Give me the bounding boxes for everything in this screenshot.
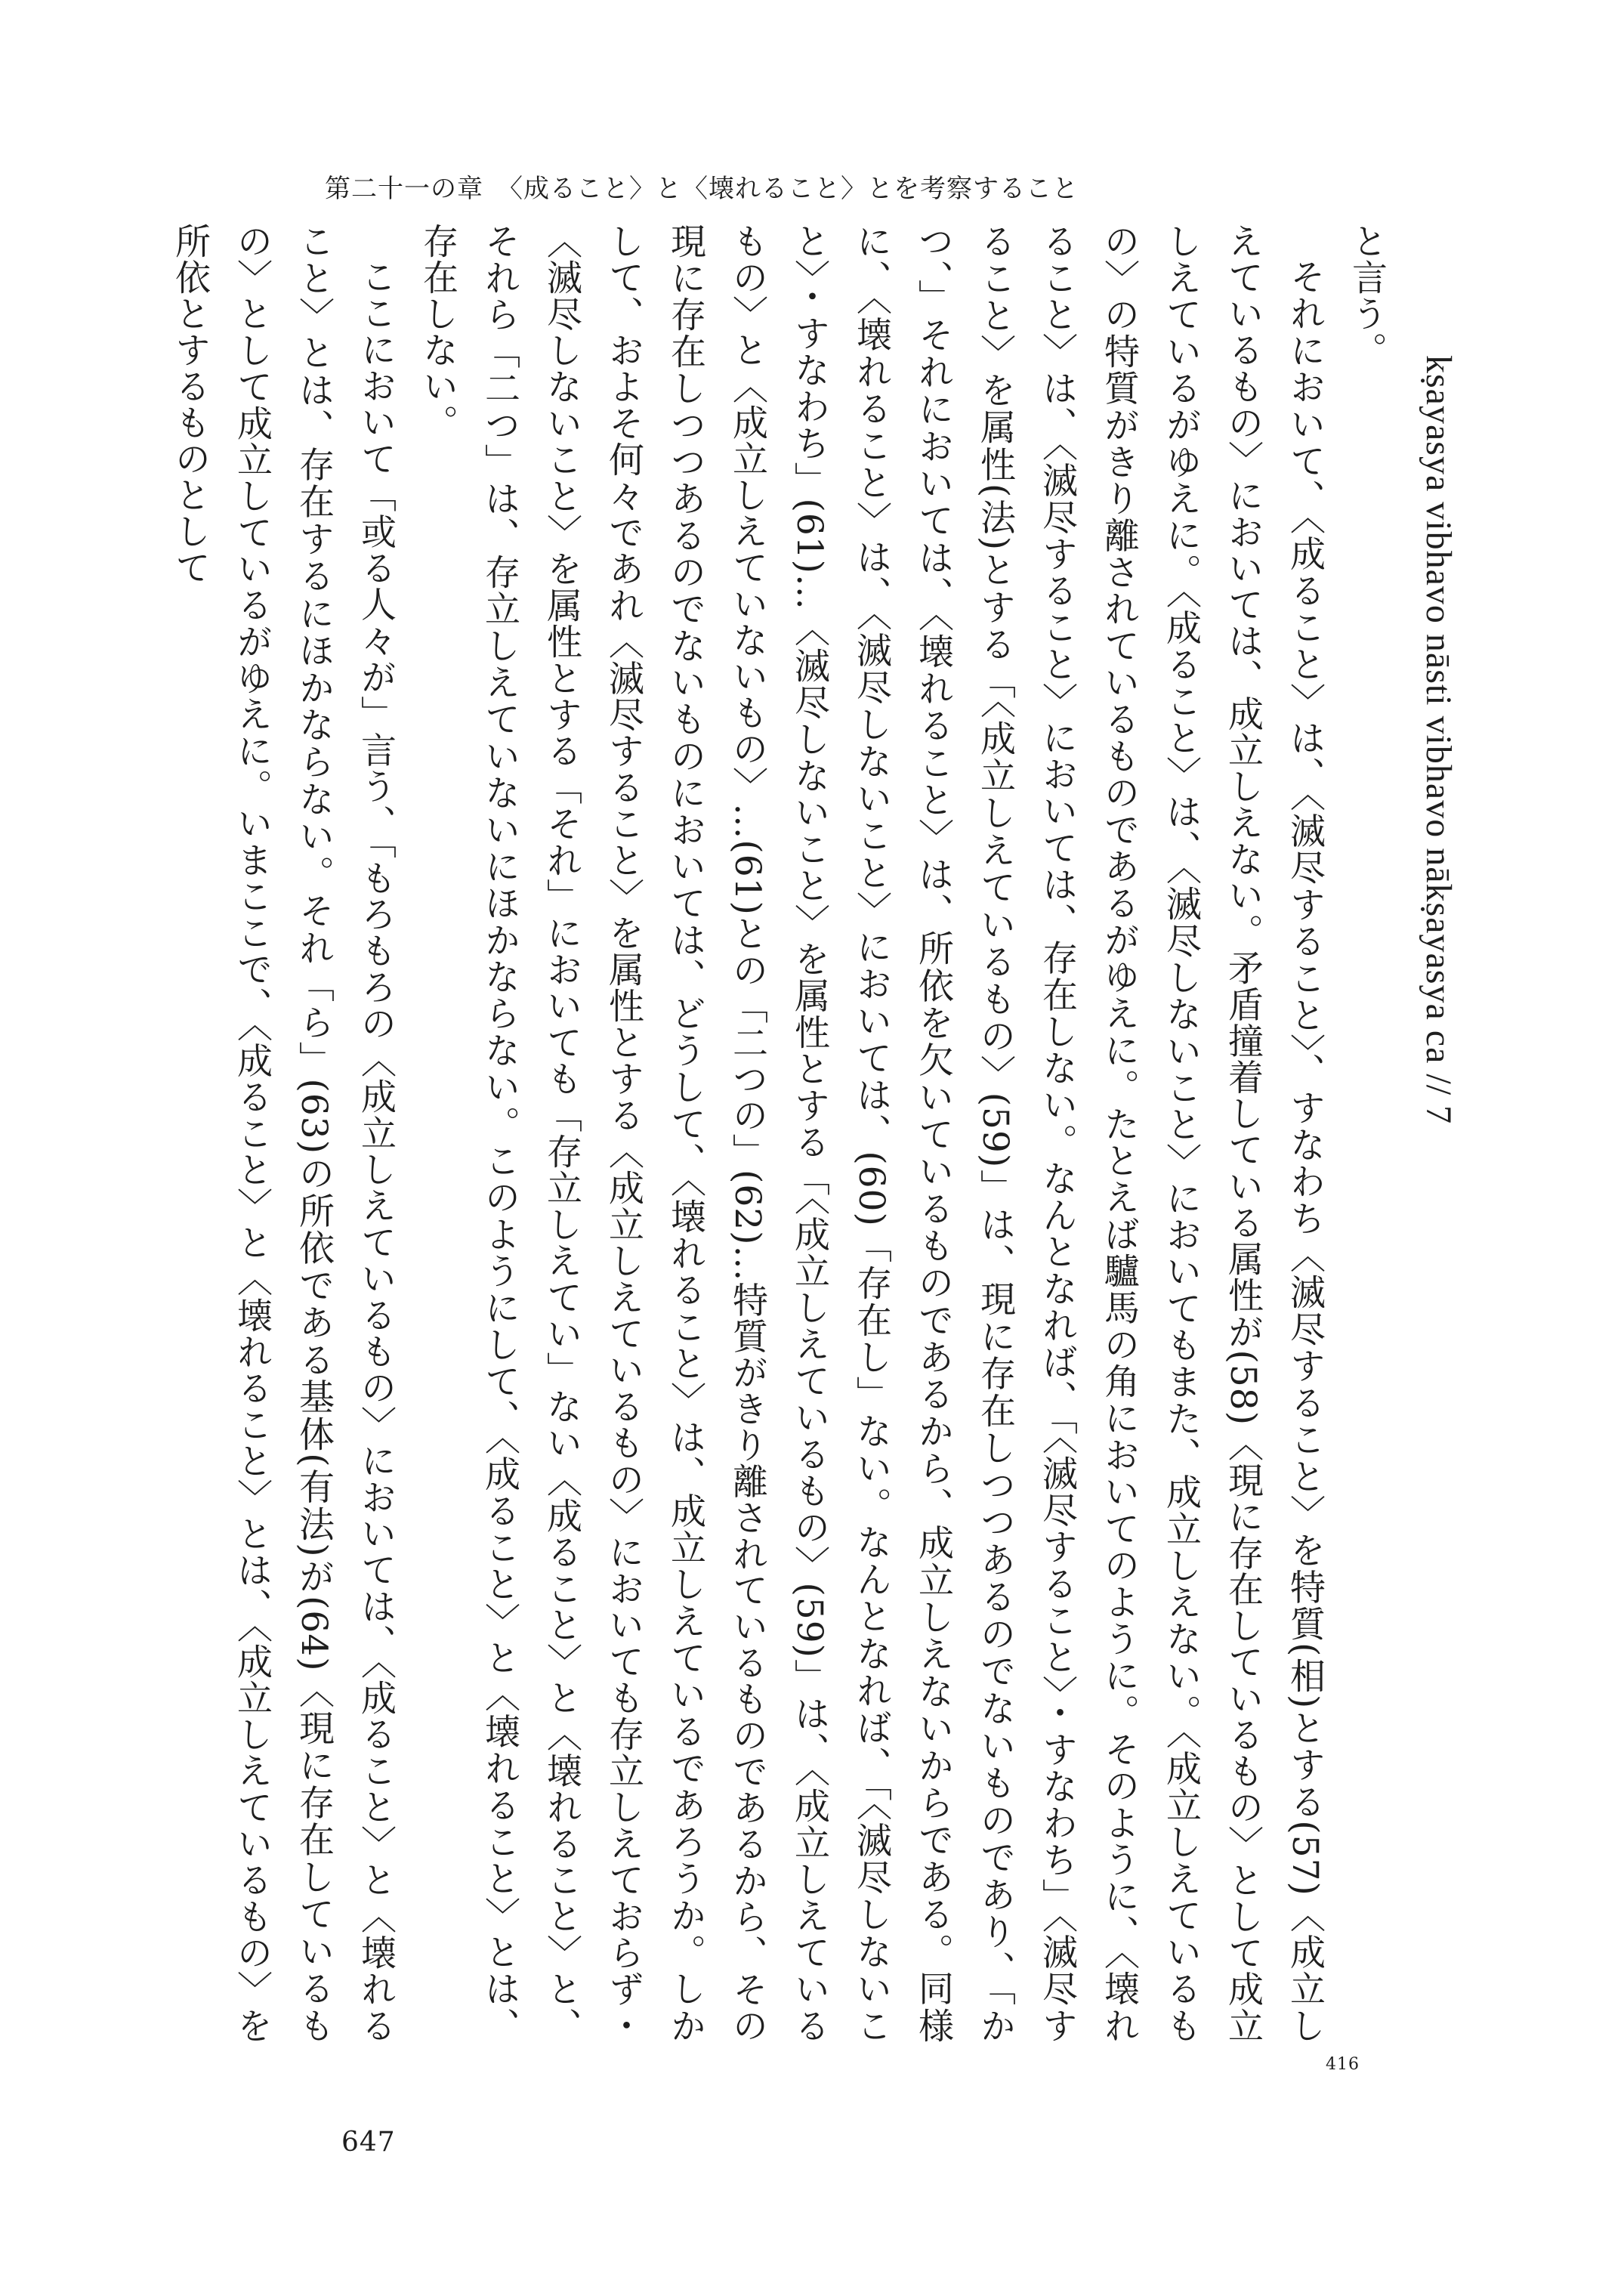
paragraph-1: と言う。	[1346, 223, 1388, 368]
sanskrit-verse-line: kṣayasya vibhavo nāsti vibhavo nākṣayasya ca // 7	[1419, 355, 1459, 1125]
page-number: 647	[341, 2127, 396, 2158]
running-header: 第二十一の章 〈成ること〉と〈壊れること〉とを考察すること	[325, 174, 1079, 204]
margin-reference-number: 416	[1326, 2055, 1360, 2074]
paragraph-3: ここにおいて「或る人々が」言う、「もろもろの〈成立しえているもの〉においては、〈成ること〉と〈壊れること〉とは、存在するにほかならない。それ「ら」(63)の所依である基体(有法)が(64)〈現に存在しているもの〉として成立しているがゆえに。いまここで、〈成ること〉と〈壊れること〉とは、〈成立しえているもの〉を所依とするものとして	[169, 223, 397, 2044]
body-text	[169, 223, 1397, 2044]
paragraph-2: それにおいて、〈成ること〉は、〈滅尽すること〉、すなわち〈滅尽すること〉を特質(相)とする(57)〈成立しえているもの〉においては、成立しえない。矛盾撞着している属性が(58)〈現に存在しているもの〉として成立しえているがゆえに。〈成ること〉は、〈滅尽しないこと〉においてもまた、成立しえない。〈成立しえているもの〉の特質がきり離されているものであるがゆえに。たとえば驢馬の角においてのように。そのように、〈壊れること〉は、〈滅尽すること〉においては、存在しない。なんとなれば、「〈滅尽すること〉・すなわち」〈滅尽すること〉を属性(法)とする「〈成立しえているもの〉(59)」は、現に存在しつつあるのでないものであり、「かつ、」それにおいては、〈壊れること〉は、所依を欠いているものであるから、成立しえないからである。同様に、〈壊れること〉は、〈滅尽しないこと〉においては、(60)「存在し」ない。なんとなれば、「〈滅尽しないこと〉・すなわち」(61)…〈滅尽しないこと〉を属性とする「〈成立しえているもの〉(59)」は、〈成立しえているもの〉と〈成立しえていないもの〉…(61)との「二つの」(62)…特質がきり離されているものであるから、その現に存在しつつあるのでないものにおいては、どうして、〈壊れること〉は、成立しえているであろうか。しかして、およそ何々であれ〈滅尽すること〉を属性とする〈成立しえているもの〉においても存立しえておらず・〈滅尽しないこと〉を属性とする「それ」においても「存立しえてい」ない〈成ること〉と〈壊れること〉と、それら「二つ」は、存立しえていないにほかならない。このようにして、〈成ること〉と〈壊れること〉とは、存在しない。	[417, 223, 1326, 2044]
